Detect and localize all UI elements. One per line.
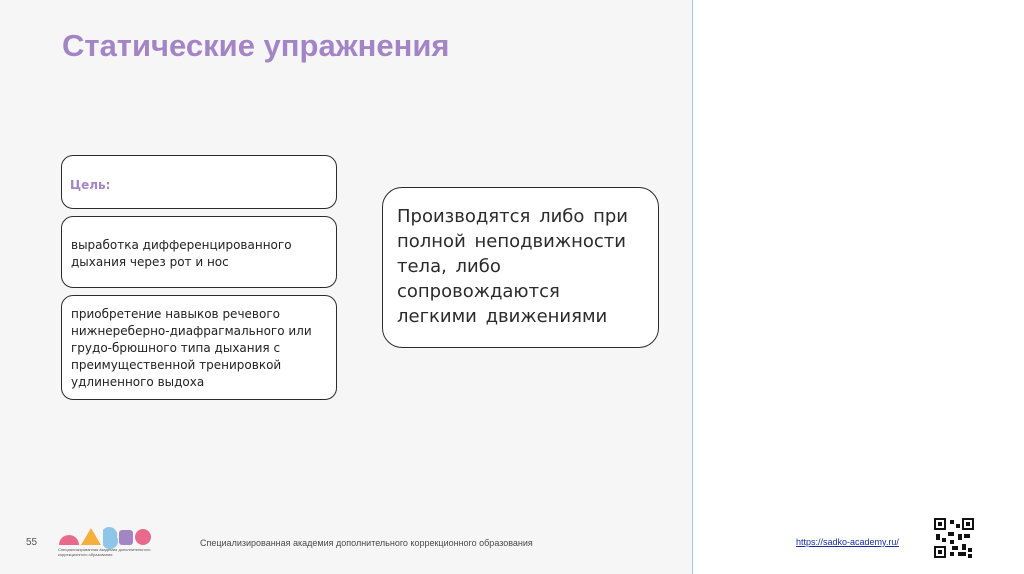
- slide-title: Статические упражнения: [62, 28, 450, 63]
- slide-divider: [692, 0, 693, 574]
- purpose-box-2: [61, 295, 337, 400]
- academy-link[interactable]: https://sadko-academy.ru/: [796, 537, 899, 547]
- goal-label: Цель:: [70, 178, 111, 192]
- note-text: Производятся либо при полной неподвижности тела, либо сопровождаются легкими движениями: [397, 206, 628, 327]
- purpose-text-2: приобретение навыков речевого нижнереберно-диафрагмального или грудо-брюшного типа дыхания с преимущественной тренировкой удлиненного выдоха: [71, 307, 312, 389]
- page-number: 55: [26, 537, 38, 548]
- note-box: [382, 187, 659, 348]
- qr-code-icon: [934, 518, 974, 558]
- purpose-box-1: [61, 216, 337, 288]
- academy-name: Специализированная академия дополнительного коррекционного образования: [200, 538, 533, 548]
- purpose-text-1: выработка дифференцированного дыхания через рот и нос: [71, 238, 292, 269]
- logo-caption: Специализированная академия дополнительного коррекционного образования: [58, 547, 151, 557]
- goal-box: [61, 155, 337, 209]
